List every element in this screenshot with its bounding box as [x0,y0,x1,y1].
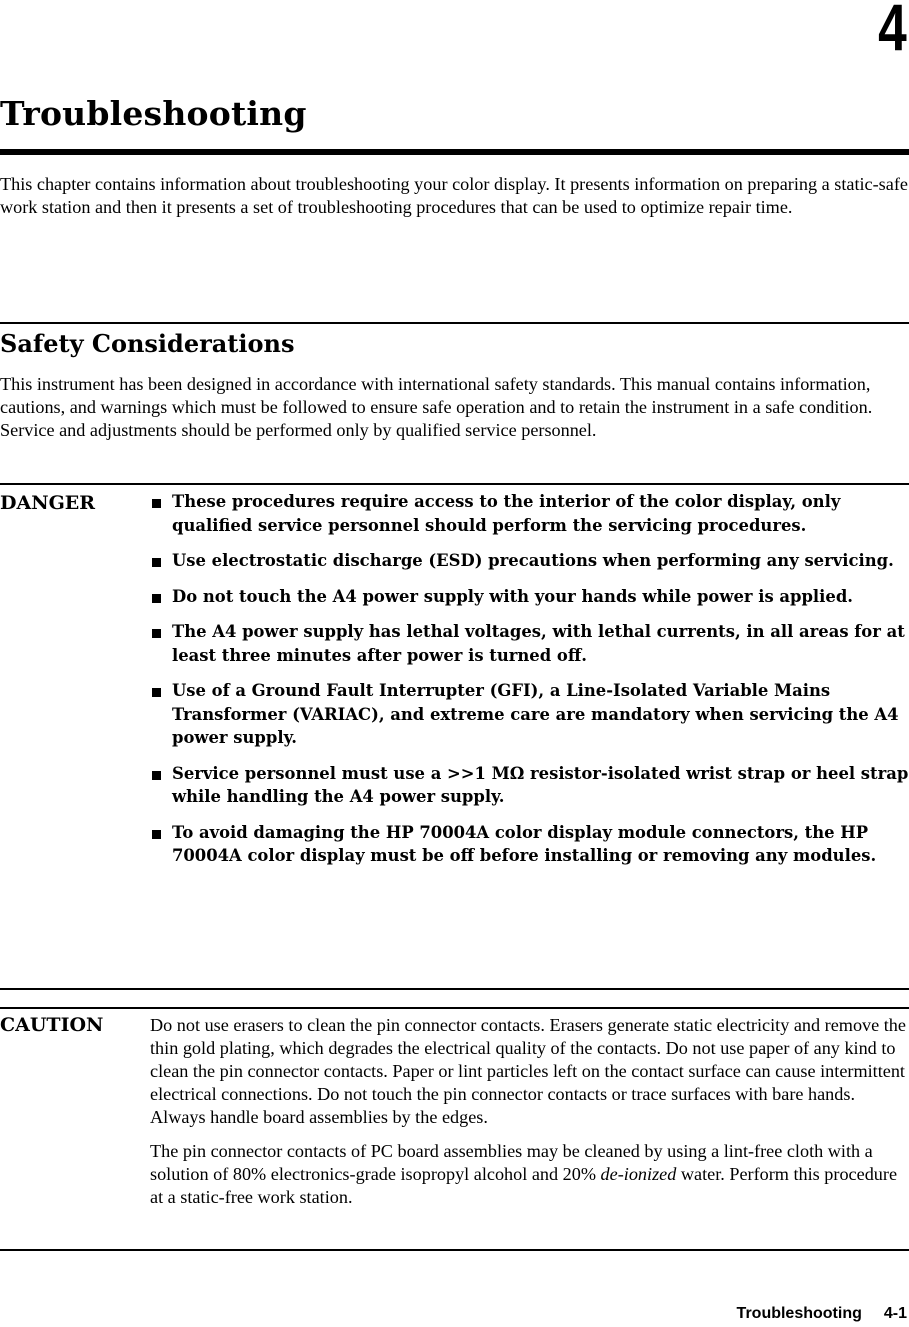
emphasis-deionized: de-ionized [600,1164,677,1184]
section-heading-safety: Safety Considerations [0,329,295,358]
danger-top-rule [0,483,909,485]
danger-item: Use electrostatic discharge (ESD) precautions when performing any servicing. [152,549,909,573]
bullet-square-icon [152,830,161,839]
caution-label: CAUTION [0,1014,104,1036]
danger-item: Use of a Ground Fault Interrupter (GFI), a Line-Isolated Variable Mains Transformer (VARIAC), and extreme care are mandatory when servicing the A4 power supply. [152,679,909,750]
bullet-square-icon [152,499,161,508]
danger-list [152,490,909,880]
danger-label: DANGER [0,492,96,514]
caution-bottom-rule [0,1249,909,1251]
caution-top-rule [0,1007,909,1009]
footer-section-title: Troubleshooting [736,1305,862,1322]
danger-item: Do not touch the A4 power supply with your hands while power is applied. [152,585,909,609]
caution-body [150,1014,909,1220]
page-number: 4-1 [883,1305,907,1322]
bullet-square-icon [152,558,161,567]
page-title: Troubleshooting [0,94,307,133]
chapter-number: 4 [878,0,907,64]
danger-item: To avoid damaging the HP 70004A color display module connectors, the HP 70004A color display must be off before installing or removing any modules. [152,821,909,868]
title-rule [0,149,909,155]
caution-paragraph-2: The pin connector contacts of PC board assemblies may be cleaned by using a lint-free cloth with a solution of 80% electronics-grade isopropyl alcohol and 20% de-ionized water. Perform this procedure at a static-free work station. [150,1141,898,1207]
bullet-square-icon [152,688,161,697]
danger-item: Service personnel must use a >>1 MΩ resistor-isolated wrist strap or heel strap while handling the A4 power supply. [152,762,909,809]
bullet-square-icon [152,771,161,780]
danger-item: The A4 power supply has lethal voltages, with lethal currents, in all areas for at least three minutes after power is turned off. [152,620,909,667]
section-rule [0,322,909,324]
safety-paragraph: This instrument has been designed in accordance with international safety standards. This manual contains information, cautions, and warnings which must be followed to ensure safe operation and to retain the instrument in a safe condition. Service and adjustments should be performed only by qualified service personnel. [0,374,873,440]
caution-paragraph-1: Do not use erasers to clean the pin connector contacts. Erasers generate static electricity and remove the thin gold plating, which degrades the electrical quality of the contacts. Do not use paper of any kind to clean the pin connector contacts. Paper or lint particles left on the contact surface can cause intermittent electrical connections. Do not touch the pin connector contacts or trace surfaces with bare hands. Always handle board assemblies by the edges. [150,1015,906,1127]
page-footer [737,1304,907,1324]
danger-bottom-rule [0,988,909,990]
bullet-square-icon [152,594,161,603]
chapter-intro: This chapter contains information about troubleshooting your color display. It presents information on preparing a static-safe work station and then it presents a set of troubleshooting procedures that can be used to optimize repair time. [0,174,908,217]
bullet-square-icon [152,629,161,638]
danger-item: These procedures require access to the interior of the color display, only qualified service personnel should perform the servicing procedures. [152,490,909,537]
